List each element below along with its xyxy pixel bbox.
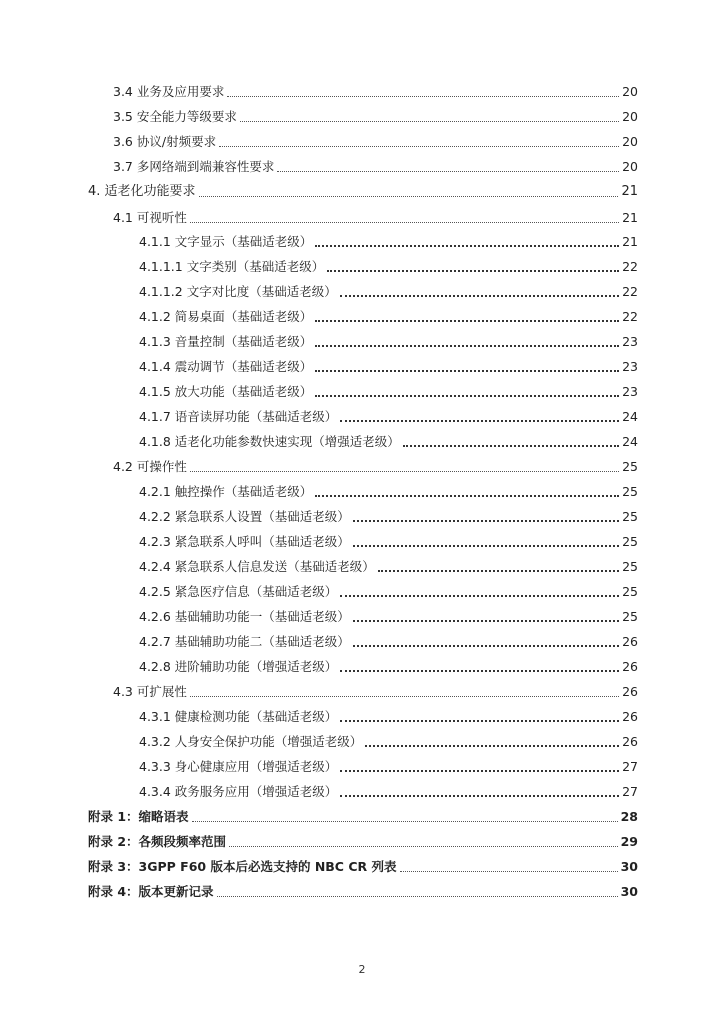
toc-entry[interactable] xyxy=(113,134,638,150)
toc-entry-label: 3.5 安全能力等级要求 xyxy=(113,109,237,124)
toc-entry-appendix[interactable] xyxy=(88,859,638,875)
toc-entry[interactable] xyxy=(139,509,638,525)
toc-leader xyxy=(353,620,619,622)
toc-entry-appendix[interactable] xyxy=(88,809,638,825)
toc-entry[interactable] xyxy=(139,309,638,325)
toc-leader xyxy=(315,495,619,497)
toc-entry[interactable] xyxy=(139,359,638,375)
toc-entry-page: 20 xyxy=(622,134,638,149)
toc-entry-page: 22 xyxy=(622,309,638,324)
toc-leader xyxy=(400,871,618,872)
toc-leader xyxy=(240,121,619,122)
toc-entry-label: 4.2 可操作性 xyxy=(113,459,187,474)
toc-entry-label: 4.3.3 身心健康应用（增强适老级） xyxy=(139,759,338,774)
toc-entry-label: 4.1.2 简易桌面（基础适老级） xyxy=(139,309,313,324)
toc-leader xyxy=(353,645,619,647)
toc-entry-label: 4.2.5 紧急医疗信息（基础适老级） xyxy=(139,584,338,599)
toc-leader xyxy=(340,420,619,422)
toc-entry[interactable] xyxy=(113,159,638,175)
toc-entry-page: 25 xyxy=(622,534,638,549)
toc-entry-page: 25 xyxy=(622,559,638,574)
toc-entry-page: 26 xyxy=(622,734,638,749)
toc-entry[interactable] xyxy=(139,709,638,725)
toc-entry-label: 附录 3：3GPP F60 版本后必选支持的 NBC CR 列表 xyxy=(88,859,397,874)
toc-entry-label: 4.2.6 基础辅助功能一（基础适老级） xyxy=(139,609,350,624)
toc-entry-label: 附录 4：版本更新记录 xyxy=(88,884,214,899)
toc-entry-page: 30 xyxy=(620,859,638,874)
toc-entry-label: 4.1 可视听性 xyxy=(113,210,187,225)
toc-leader xyxy=(219,146,619,147)
toc-leader xyxy=(190,696,619,697)
toc-entry[interactable] xyxy=(139,734,638,750)
toc-leader xyxy=(227,96,619,97)
toc-entry-page: 27 xyxy=(622,784,638,799)
toc-entry[interactable] xyxy=(139,534,638,550)
toc-leader xyxy=(340,720,619,722)
toc-entry-label: 4.1.8 适老化功能参数快速实现（增强适老级） xyxy=(139,434,400,449)
toc-entry[interactable] xyxy=(113,210,638,226)
toc-entry-page: 23 xyxy=(622,359,638,374)
toc-entry-page: 25 xyxy=(622,459,638,474)
toc-entry-label: 4.1.7 语音读屏功能（基础适老级） xyxy=(139,409,338,424)
toc-entry-appendix[interactable] xyxy=(88,834,638,850)
toc-entry-label: 4.2.8 进阶辅助功能（增强适老级） xyxy=(139,659,338,674)
toc-entry-page: 28 xyxy=(620,809,638,824)
toc-entry-page: 23 xyxy=(622,334,638,349)
toc-entry-label: 3.6 协议/射频要求 xyxy=(113,134,217,149)
toc-entry[interactable] xyxy=(139,484,638,500)
toc-entry-label: 4.2.4 紧急联系人信息发送（基础适老级） xyxy=(139,559,375,574)
toc-entry-page: 25 xyxy=(622,609,638,624)
toc-entry-label: 附录 1：缩略语表 xyxy=(88,809,189,824)
toc-entry-page: 26 xyxy=(622,659,638,674)
toc-entry[interactable] xyxy=(139,284,638,300)
toc-entry-page: 24 xyxy=(622,409,638,424)
toc-leader xyxy=(403,445,619,447)
toc-leader xyxy=(315,370,619,372)
toc-leader xyxy=(340,670,619,672)
toc-leader xyxy=(277,171,619,172)
toc-entry[interactable] xyxy=(139,384,638,400)
toc-leader xyxy=(353,520,619,522)
toc-entry[interactable] xyxy=(113,684,638,700)
toc-entry-label: 4.2.1 触控操作（基础适老级） xyxy=(139,484,313,499)
toc-leader xyxy=(340,795,619,797)
toc-entry-page: 22 xyxy=(622,284,638,299)
toc-leader xyxy=(199,196,619,197)
toc-entry[interactable] xyxy=(113,459,638,475)
toc-entry[interactable] xyxy=(139,259,638,275)
toc-entry-label: 附录 2：各频段频率范围 xyxy=(88,834,227,849)
toc-entry-page: 20 xyxy=(622,84,638,99)
toc-entry-label: 4. 适老化功能要求 xyxy=(88,184,196,199)
toc-entry-label: 4.3.4 政务服务应用（增强适老级） xyxy=(139,784,338,799)
toc-entry-label: 4.2.2 紧急联系人设置（基础适老级） xyxy=(139,509,350,524)
toc-entry[interactable] xyxy=(139,759,638,775)
toc-entry-page: 26 xyxy=(622,709,638,724)
toc-entry-label: 4.1.1.1 文字类别（基础适老级） xyxy=(139,259,325,274)
toc-entry-page: 25 xyxy=(622,484,638,499)
toc-entry[interactable] xyxy=(113,84,638,100)
toc-entry-page: 26 xyxy=(622,684,638,699)
toc-entry[interactable] xyxy=(139,234,638,250)
page-number: 2 xyxy=(358,963,366,976)
toc-entry[interactable] xyxy=(139,609,638,625)
toc-leader xyxy=(315,245,619,247)
toc-entry-page: 25 xyxy=(622,584,638,599)
toc-entry-page: 21 xyxy=(621,184,638,199)
toc-entry-label: 4.1.1 文字显示（基础适老级） xyxy=(139,234,313,249)
toc-entry-page: 27 xyxy=(622,759,638,774)
toc-entry-label: 3.7 多网络端到端兼容性要求 xyxy=(113,159,275,174)
toc-entry-page: 22 xyxy=(622,259,638,274)
toc-entry[interactable] xyxy=(113,109,638,125)
toc-entry-label: 4.2.7 基础辅助功能二（基础适老级） xyxy=(139,634,350,649)
toc-entry-appendix[interactable] xyxy=(88,884,638,900)
toc-leader xyxy=(192,821,618,822)
toc-entry[interactable] xyxy=(139,559,638,575)
toc-entry[interactable] xyxy=(139,659,638,675)
toc-entry-page: 20 xyxy=(622,159,638,174)
toc-entry-label: 4.1.3 音量控制（基础适老级） xyxy=(139,334,313,349)
toc-leader xyxy=(229,846,618,847)
toc-leader xyxy=(327,270,619,272)
toc-entry-label: 4.2.3 紧急联系人呼叫（基础适老级） xyxy=(139,534,350,549)
toc-entry-label: 4.1.4 震动调节（基础适老级） xyxy=(139,359,313,374)
toc-entry[interactable] xyxy=(139,634,638,650)
toc-entry-page: 21 xyxy=(622,234,638,249)
toc-leader xyxy=(217,896,618,897)
toc-leader xyxy=(190,222,619,223)
toc-entry-label: 4.3 可扩展性 xyxy=(113,684,187,699)
toc-leader xyxy=(315,345,619,347)
toc-leader xyxy=(315,395,619,397)
toc-entry-label: 4.1.5 放大功能（基础适老级） xyxy=(139,384,313,399)
toc-leader xyxy=(190,471,619,472)
toc-entry-label: 4.3.2 人身安全保护功能（增强适老级） xyxy=(139,734,363,749)
toc-entry[interactable] xyxy=(139,334,638,350)
toc-entry-label: 4.1.1.2 文字对比度（基础适老级） xyxy=(139,284,337,299)
toc-entry-page: 25 xyxy=(622,509,638,524)
toc-entry-page: 29 xyxy=(620,834,638,849)
toc-entry-page: 30 xyxy=(620,884,638,899)
toc-entry-label: 4.3.1 健康检测功能（基础适老级） xyxy=(139,709,338,724)
toc-entry[interactable] xyxy=(139,584,638,600)
toc-leader xyxy=(315,320,619,322)
toc-entry[interactable] xyxy=(139,784,638,800)
toc-entry-page: 23 xyxy=(622,384,638,399)
toc-entry-page: 21 xyxy=(622,210,638,225)
toc-leader xyxy=(340,295,619,297)
toc-leader xyxy=(340,595,619,597)
toc-leader xyxy=(378,570,619,572)
toc-leader xyxy=(353,545,619,547)
toc-leader xyxy=(365,745,619,747)
toc-entry-label: 3.4 业务及应用要求 xyxy=(113,84,225,99)
toc-entry[interactable] xyxy=(139,409,638,425)
toc-entry-page: 26 xyxy=(622,634,638,649)
toc-entry-page: 24 xyxy=(622,434,638,449)
toc-entry[interactable] xyxy=(139,434,638,450)
toc-leader xyxy=(340,770,619,772)
toc-entry-chapter[interactable] xyxy=(88,184,638,200)
toc-entry-page: 20 xyxy=(622,109,638,124)
